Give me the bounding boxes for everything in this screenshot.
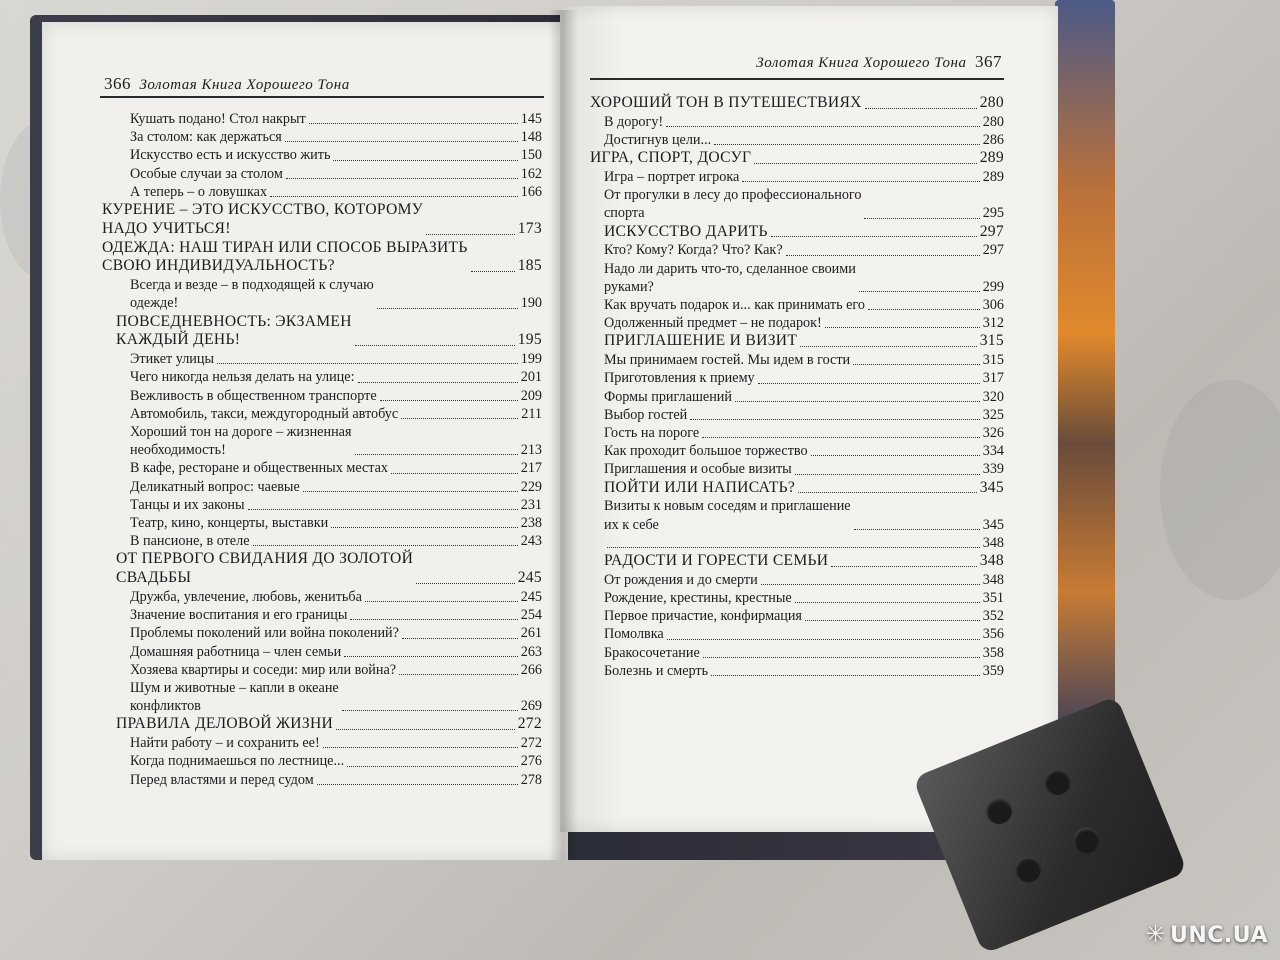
toc-entry-title: Визиты к новым соседям и приглашение их к себе bbox=[604, 498, 851, 533]
toc-entry bbox=[590, 369, 1004, 387]
table-of-contents bbox=[102, 110, 542, 789]
toc-entry-title: В дорогу! bbox=[604, 113, 664, 130]
toc-leader-dots bbox=[859, 291, 980, 292]
toc-leader-dots bbox=[702, 437, 980, 438]
toc-entry bbox=[102, 165, 542, 183]
toc-entry bbox=[102, 146, 542, 164]
toc-leader-dots bbox=[285, 141, 518, 142]
toc-leader-dots bbox=[399, 674, 518, 675]
toc-leader-dots bbox=[800, 346, 977, 347]
toc-entry-title: Когда поднимаешься по лестнице... bbox=[130, 753, 345, 770]
toc-entry-page: 145 bbox=[520, 111, 542, 127]
toc-entry-page: 201 bbox=[520, 369, 542, 386]
toc-leader-dots bbox=[805, 620, 980, 621]
toc-entry bbox=[102, 588, 542, 606]
toc-entry-title: Домашняя работница – член семьи bbox=[130, 643, 342, 660]
toc-leader-dots bbox=[825, 327, 980, 328]
toc-entry-title: Как вручать подарок и... как принимать его bbox=[604, 297, 865, 314]
toc-entry-page: 166 bbox=[520, 183, 542, 200]
toc-entry-page: 148 bbox=[520, 129, 542, 146]
toc-entry-title: Дружба, увлечение, любовь, женитьба bbox=[130, 589, 362, 606]
toc-entry-title: Первое причастие, конфирмация bbox=[604, 608, 802, 625]
toc-entry bbox=[102, 606, 542, 624]
toc-leader-dots bbox=[714, 144, 980, 145]
toc-entry bbox=[590, 644, 1004, 662]
toc-entry-page: 278 bbox=[520, 771, 542, 788]
toc-entry-page: 320 bbox=[982, 388, 1004, 405]
toc-leader-dots bbox=[253, 545, 518, 546]
toc-entry-page: 326 bbox=[982, 425, 1004, 442]
toc-entry-page: 261 bbox=[520, 625, 542, 642]
toc-entry bbox=[590, 442, 1004, 460]
toc-entry-page: 231 bbox=[520, 496, 542, 513]
toc-entry-page: 352 bbox=[982, 608, 1004, 625]
toc-leader-dots bbox=[735, 401, 980, 402]
toc-entry bbox=[102, 752, 542, 770]
toc-leader-dots bbox=[854, 529, 980, 530]
toc-entry-title: КУРЕНИЕ – ЭТО ИСКУССТВО, КОТОРОМУ НАДО УЧИТЬСЯ! bbox=[102, 201, 424, 237]
toc-entry-title: Хозяева квартиры и соседи: мир или война? bbox=[130, 661, 397, 678]
toc-entry-page: 280 bbox=[979, 94, 1004, 111]
toc-entry-page: 243 bbox=[520, 533, 542, 550]
toc-leader-dots bbox=[761, 584, 980, 585]
toc-leader-dots bbox=[690, 419, 979, 420]
toc-entry-title: Проблемы поколений или война поколений? bbox=[130, 625, 399, 642]
left-page bbox=[42, 22, 568, 860]
toc-entry bbox=[590, 607, 1004, 625]
toc-entry-title: Театр, кино, концерты, выставки bbox=[130, 515, 329, 532]
toc-leader-dots bbox=[391, 473, 518, 474]
toc-entry bbox=[590, 113, 1004, 131]
toc-leader-dots bbox=[331, 527, 518, 528]
toc-leader-dots bbox=[355, 454, 518, 455]
clip-hole bbox=[1011, 853, 1045, 887]
toc-entry-title: От рождения и до смерти bbox=[604, 571, 758, 588]
toc-entry-page: 339 bbox=[982, 461, 1004, 478]
toc-entry bbox=[590, 149, 1004, 168]
toc-leader-dots bbox=[317, 784, 518, 785]
toc-entry-title: Шум и животные – капли в океане конфликтов bbox=[130, 680, 339, 715]
toc-leader-dots bbox=[336, 729, 515, 730]
toc-entry-title: Танцы и их законы bbox=[130, 496, 245, 513]
toc-entry-title: Достигнув цели... bbox=[604, 132, 712, 148]
toc-entry-page: 348 bbox=[982, 534, 1004, 551]
toc-entry bbox=[590, 589, 1004, 607]
toc-leader-dots bbox=[217, 363, 518, 364]
toc-entry bbox=[102, 734, 542, 752]
toc-entry bbox=[590, 131, 1004, 149]
toc-leader-dots bbox=[742, 181, 979, 182]
toc-entry-title: Вежливость в общественном транспорте bbox=[130, 387, 377, 404]
toc-entry-page: 289 bbox=[982, 169, 1004, 185]
toc-entry-page: 217 bbox=[520, 460, 542, 477]
cloth-shadow bbox=[1160, 380, 1280, 600]
toc-entry bbox=[102, 313, 542, 351]
toc-entry bbox=[102, 514, 542, 532]
toc-entry bbox=[590, 424, 1004, 442]
toc-leader-dots bbox=[303, 491, 518, 492]
toc-entry bbox=[102, 478, 542, 496]
toc-leader-dots bbox=[471, 271, 515, 272]
toc-entry-page: 297 bbox=[979, 222, 1004, 240]
toc-leader-dots bbox=[358, 382, 518, 383]
toc-entry bbox=[590, 571, 1004, 589]
toc-entry bbox=[590, 534, 1004, 552]
toc-leader-dots bbox=[786, 255, 980, 256]
toc-entry-title: Рождение, крестины, крестные bbox=[604, 590, 792, 607]
toc-entry-page: 245 bbox=[520, 589, 542, 606]
toc-entry bbox=[102, 550, 542, 588]
toc-entry bbox=[102, 643, 542, 661]
toc-entry-title: Кто? Кому? Когда? Что? Как? bbox=[604, 242, 783, 259]
toc-leader-dots bbox=[350, 619, 517, 620]
toc-entry-title: Болезнь и смерть bbox=[604, 662, 709, 679]
toc-leader-dots bbox=[377, 308, 518, 309]
toc-entry-page: 286 bbox=[982, 132, 1004, 148]
toc-entry-page: 334 bbox=[982, 443, 1004, 460]
toc-entry-title: ПРИГЛАШЕНИЕ И ВИЗИТ bbox=[604, 332, 798, 350]
toc-entry-title: Надо ли дарить что-то, сделанное своими руками? bbox=[604, 260, 856, 295]
toc-entry-title: В кафе, ресторане и общественных местах bbox=[130, 460, 389, 477]
toc-entry bbox=[102, 679, 542, 715]
toc-entry bbox=[102, 239, 542, 277]
book-gutter bbox=[548, 10, 578, 860]
toc-leader-dots bbox=[758, 383, 980, 384]
toc-entry-page: 289 bbox=[979, 149, 1004, 167]
toc-entry-page: 280 bbox=[982, 113, 1004, 130]
toc-entry-page: 185 bbox=[517, 257, 542, 275]
toc-leader-dots bbox=[355, 345, 515, 346]
toc-entry-title: ОТ ПЕРВОГО СВИДАНИЯ ДО ЗОЛОТОЙ СВАДЬБЫ bbox=[116, 550, 414, 587]
toc-entry-page: 325 bbox=[982, 406, 1004, 423]
toc-entry-title: За столом: как держаться bbox=[130, 129, 282, 146]
toc-leader-dots bbox=[798, 492, 977, 493]
toc-entry bbox=[590, 241, 1004, 259]
toc-entry-page: 297 bbox=[982, 242, 1004, 259]
toc-entry-page: 254 bbox=[520, 607, 542, 624]
toc-entry-title: Искусство есть и искусство жить bbox=[130, 147, 331, 164]
toc-entry-title: ОДЕЖДА: НАШ ТИРАН ИЛИ СПОСОБ ВЫРАЗИТЬ СВОЮ ИНДИВИДУАЛЬНОСТЬ? bbox=[102, 238, 468, 275]
toc-entry-page: 263 bbox=[520, 643, 542, 660]
star-icon: ✳ bbox=[1145, 920, 1166, 948]
page-number: 367 bbox=[975, 52, 1002, 71]
toc-entry bbox=[590, 223, 1004, 242]
toc-entry bbox=[590, 479, 1004, 498]
clip-hole bbox=[982, 794, 1016, 828]
toc-leader-dots bbox=[286, 178, 518, 179]
toc-entry-title: В пансионе, в отеле bbox=[130, 533, 250, 550]
toc-entry-title: ИСКУССТВО ДАРИТЬ bbox=[604, 222, 768, 240]
toc-leader-dots bbox=[666, 126, 980, 127]
toc-entry-page: 345 bbox=[982, 516, 1004, 533]
page-header bbox=[756, 52, 1002, 72]
toc-entry-title: ХОРОШИЙ ТОН В ПУТЕШЕСТВИЯХ bbox=[590, 94, 862, 111]
toc-leader-dots bbox=[270, 196, 518, 197]
toc-entry bbox=[590, 296, 1004, 314]
toc-leader-dots bbox=[323, 747, 518, 748]
toc-leader-dots bbox=[667, 639, 980, 640]
toc-entry-page: 295 bbox=[982, 205, 1004, 222]
toc-entry bbox=[590, 497, 1004, 533]
toc-entry-title: Приготовления к приему bbox=[604, 370, 755, 387]
toc-entry-page: 195 bbox=[517, 331, 542, 349]
toc-entry-page: 162 bbox=[520, 165, 542, 182]
toc-entry-page: 213 bbox=[520, 442, 542, 459]
toc-entry bbox=[102, 496, 542, 514]
toc-entry-page: 150 bbox=[520, 147, 542, 164]
toc-entry bbox=[590, 388, 1004, 406]
toc-entry bbox=[590, 662, 1004, 680]
toc-entry-title: ПОЙТИ ИЛИ НАПИСАТЬ? bbox=[604, 478, 796, 496]
toc-entry-page: 173 bbox=[517, 219, 542, 237]
toc-entry-title: Автомобиль, такси, междугородный автобус bbox=[130, 405, 399, 422]
toc-entry bbox=[102, 110, 542, 128]
toc-entry-page: 190 bbox=[520, 295, 542, 312]
toc-entry-page: 315 bbox=[982, 352, 1004, 369]
toc-entry-title: ПРАВИЛА ДЕЛОВОЙ ЖИЗНИ bbox=[116, 715, 334, 733]
toc-entry-title: Найти работу – и сохранить ее! bbox=[130, 735, 320, 752]
toc-leader-dots bbox=[771, 236, 977, 237]
toc-entry bbox=[102, 276, 542, 312]
toc-entry-page: 299 bbox=[982, 278, 1004, 295]
toc-leader-dots bbox=[754, 163, 976, 164]
book-title: Золотая Книга Хорошего Тона bbox=[139, 77, 350, 93]
header-rule bbox=[590, 78, 1004, 80]
toc-entry-page: 266 bbox=[520, 661, 542, 678]
toc-entry-page: 348 bbox=[979, 552, 1004, 570]
toc-entry-title: Мы принимаем гостей. Мы идем в гости bbox=[604, 352, 851, 369]
toc-entry-page: 245 bbox=[517, 569, 542, 587]
toc-entry-title: Деликатный вопрос: чаевые bbox=[130, 478, 300, 495]
toc-entry-title: Как проходит большое торжество bbox=[604, 443, 808, 460]
toc-entry bbox=[102, 128, 542, 146]
toc-leader-dots bbox=[864, 218, 979, 219]
toc-entry-page: 209 bbox=[520, 387, 542, 404]
toc-entry bbox=[102, 183, 542, 201]
toc-entry-page: 356 bbox=[982, 626, 1004, 643]
toc-entry-page: 345 bbox=[979, 478, 1004, 496]
toc-leader-dots bbox=[795, 602, 980, 603]
toc-entry bbox=[590, 168, 1004, 186]
toc-leader-dots bbox=[402, 638, 518, 639]
toc-entry bbox=[590, 94, 1004, 113]
toc-leader-dots bbox=[865, 108, 977, 109]
toc-entry-page: 306 bbox=[982, 297, 1004, 314]
toc-entry-title: Этикет улицы bbox=[130, 351, 215, 368]
toc-entry-page: 229 bbox=[520, 478, 542, 495]
toc-leader-dots bbox=[344, 656, 517, 657]
toc-leader-dots bbox=[248, 509, 518, 510]
toc-entry-page: 269 bbox=[520, 698, 542, 715]
toc-leader-dots bbox=[853, 364, 980, 365]
toc-leader-dots bbox=[868, 309, 980, 310]
toc-leader-dots bbox=[426, 234, 515, 235]
toc-leader-dots bbox=[811, 455, 980, 456]
toc-entry-title: Всегда и везде – в подходящей к случаю одежде! bbox=[130, 277, 374, 312]
toc-leader-dots bbox=[401, 418, 518, 419]
toc-entry bbox=[590, 552, 1004, 571]
toc-entry-title: РАДОСТИ И ГОРЕСТИ СЕМЬИ bbox=[604, 552, 829, 570]
toc-entry-title: Значение воспитания и его границы bbox=[130, 607, 348, 624]
toc-leader-dots bbox=[342, 710, 518, 711]
toc-entry-title: Игра – портрет игрока bbox=[604, 169, 740, 185]
toc-entry-page: 315 bbox=[979, 332, 1004, 350]
toc-leader-dots bbox=[831, 566, 976, 567]
toc-entry bbox=[102, 405, 542, 423]
toc-entry-page: 312 bbox=[982, 315, 1004, 332]
toc-entry-title: Хороший тон на дороге – жизненная необходимость! bbox=[130, 424, 352, 459]
toc-leader-dots bbox=[711, 675, 980, 676]
toc-entry-title: Приглашения и особые визиты bbox=[604, 461, 792, 478]
toc-entry-title: Бракосочетание bbox=[604, 644, 700, 661]
toc-entry-title: Перед властями и перед судом bbox=[130, 771, 314, 788]
toc-entry bbox=[102, 532, 542, 550]
toc-leader-dots bbox=[365, 601, 518, 602]
page-number: 366 bbox=[104, 74, 131, 93]
toc-entry bbox=[590, 186, 1004, 222]
toc-entry-title: Кушать подано! Стол накрыт bbox=[130, 111, 306, 127]
toc-entry-title: Гость на пороге bbox=[604, 425, 700, 442]
toc-entry-page: 272 bbox=[517, 715, 542, 733]
page-header bbox=[104, 74, 350, 94]
toc-leader-dots bbox=[380, 400, 518, 401]
toc-entry-page: 238 bbox=[520, 515, 542, 532]
right-page bbox=[560, 6, 1058, 832]
toc-entry bbox=[102, 624, 542, 642]
toc-entry-title: А теперь – о ловушках bbox=[130, 183, 268, 200]
book-cover-art bbox=[1055, 0, 1115, 740]
toc-entry-page: 317 bbox=[982, 370, 1004, 387]
toc-entry-title: ПОВСЕДНЕВНОСТЬ: ЭКЗАМЕН КАЖДЫЙ ДЕНЬ! bbox=[116, 312, 352, 349]
watermark bbox=[1145, 920, 1268, 948]
book-title: Золотая Книга Хорошего Тона bbox=[756, 55, 967, 71]
clip-hole bbox=[1070, 824, 1104, 858]
toc-entry bbox=[590, 351, 1004, 369]
toc-entry-page: 351 bbox=[982, 590, 1004, 607]
toc-entry-page: 272 bbox=[520, 735, 542, 752]
clip-hole bbox=[1041, 765, 1075, 799]
toc-leader-dots bbox=[416, 583, 515, 584]
toc-entry bbox=[102, 661, 542, 679]
toc-entry-page: 348 bbox=[982, 571, 1004, 588]
toc-entry-title: Одолженный предмет – не подарок! bbox=[604, 315, 822, 332]
header-rule bbox=[100, 96, 544, 98]
toc-leader-dots bbox=[607, 547, 980, 548]
toc-entry bbox=[102, 771, 542, 789]
toc-entry-page: 199 bbox=[520, 351, 542, 368]
toc-entry bbox=[102, 423, 542, 459]
toc-entry-title: От прогулки в лесу до профессионального спорта bbox=[604, 187, 862, 222]
toc-leader-dots bbox=[333, 160, 517, 161]
toc-entry-title: Чего никогда нельзя делать на улице: bbox=[130, 369, 355, 386]
toc-entry bbox=[590, 460, 1004, 478]
toc-entry-page: 359 bbox=[982, 662, 1004, 679]
watermark-text: UNC.UA bbox=[1170, 923, 1268, 948]
toc-entry-page: 276 bbox=[520, 753, 542, 770]
toc-entry bbox=[102, 368, 542, 386]
toc-leader-dots bbox=[703, 657, 980, 658]
toc-entry bbox=[102, 350, 542, 368]
toc-entry-title: Формы приглашений bbox=[604, 388, 732, 405]
toc-entry bbox=[102, 715, 542, 734]
toc-entry bbox=[102, 387, 542, 405]
toc-entry bbox=[590, 406, 1004, 424]
toc-entry-title: ИГРА, СПОРТ, ДОСУГ bbox=[590, 149, 752, 167]
table-of-contents bbox=[590, 94, 1004, 680]
toc-entry bbox=[590, 625, 1004, 643]
toc-entry-title: Особые случаи за столом bbox=[130, 165, 283, 182]
toc-entry bbox=[102, 459, 542, 477]
toc-entry-title: Выбор гостей bbox=[604, 406, 688, 423]
toc-entry bbox=[590, 314, 1004, 332]
toc-entry-title: Помолвка bbox=[604, 626, 664, 643]
toc-leader-dots bbox=[347, 766, 518, 767]
toc-entry bbox=[590, 332, 1004, 351]
toc-entry-page: 358 bbox=[982, 644, 1004, 661]
toc-entry bbox=[102, 201, 542, 239]
toc-leader-dots bbox=[309, 123, 518, 124]
toc-entry bbox=[590, 260, 1004, 296]
toc-entry-page: 211 bbox=[521, 405, 542, 422]
toc-leader-dots bbox=[795, 474, 980, 475]
